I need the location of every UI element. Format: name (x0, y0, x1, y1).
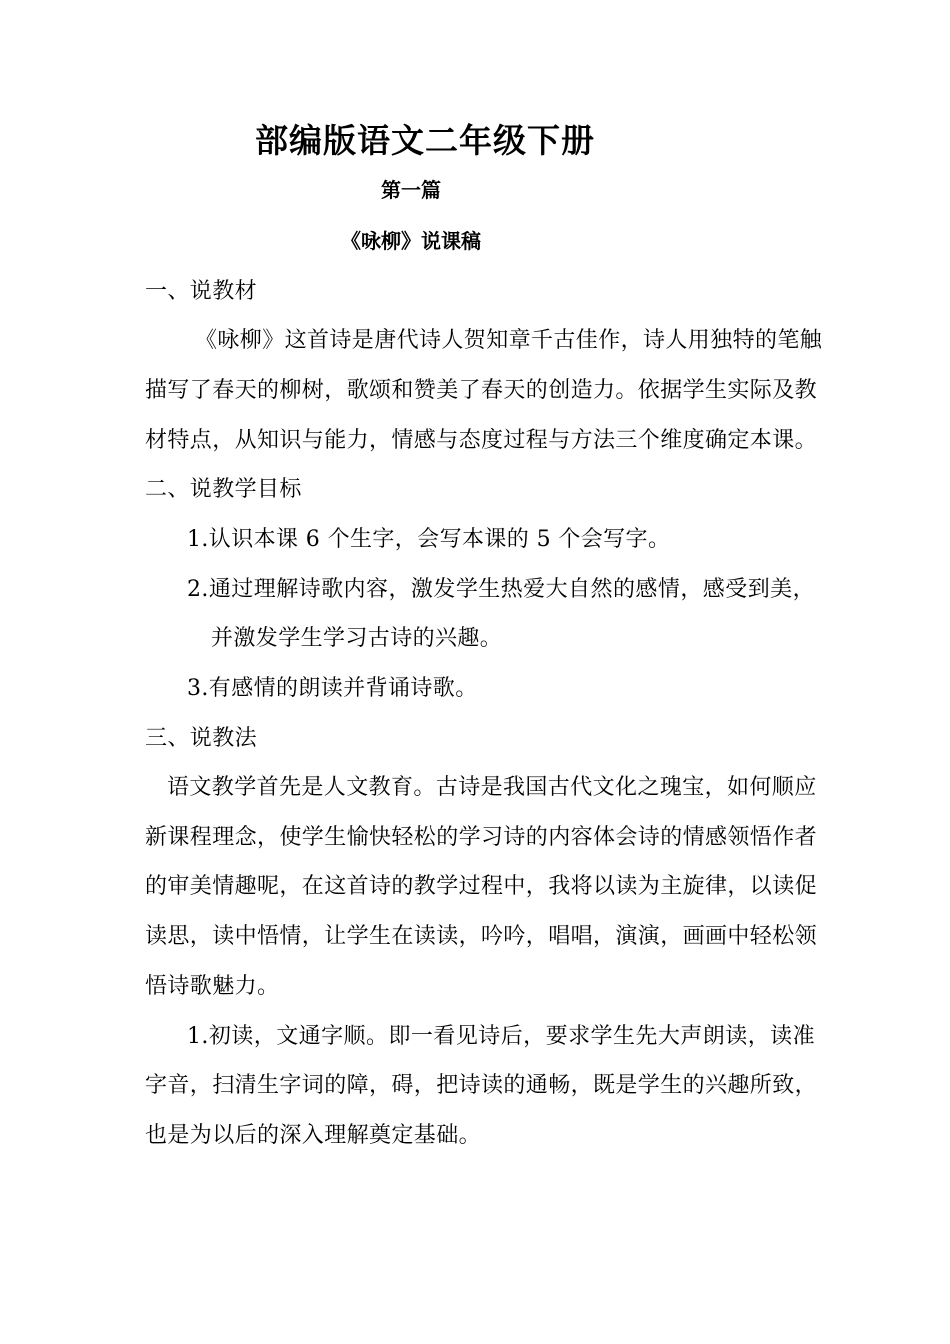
objective-item: 3.有感情的朗读并背诵诗歌。 (187, 676, 478, 701)
paragraph-line: 《咏柳》这首诗是唐代诗人贺知章千古佳作，诗人用独特的笔触 (195, 328, 823, 353)
paragraph-line: 描写了春天的柳树，歌颂和赞美了春天的创造力。依据学生实际及教 (145, 378, 818, 403)
paragraph-line: 材特点，从知识与能力，情感与态度过程与方法三个维度确定本课。 (145, 428, 818, 453)
paragraph-line: 语文教学首先是人文教育。古诗是我国古代文化之瑰宝，如何顺应 (167, 775, 817, 800)
objective-item-continuation: 并激发学生学习古诗的兴趣。 (211, 626, 503, 651)
document-subtitle: 第一篇 (381, 178, 441, 202)
method-item: 1.初读，文通字顺。即一看见诗后，要求学生先大声朗读，读准 (187, 1024, 815, 1049)
paragraph-line: 也是为以后的深入理解奠定基础。 (145, 1123, 482, 1148)
paragraph-line: 悟诗歌魅力。 (145, 974, 280, 999)
lesson-title: 《咏柳》说课稿 (341, 229, 481, 253)
section-heading-methods: 三、说教法 (145, 726, 258, 751)
document-title: 部编版语文二年级下册 (255, 121, 595, 160)
section-heading-objectives: 二、说教学目标 (145, 477, 302, 502)
objective-item: 1.认识本课 6 个生字，会写本课的 5 个会写字。 (187, 527, 671, 552)
paragraph-line: 的审美情趣呢，在这首诗的教学过程中，我将以读为主旋律，以读促 (145, 874, 818, 899)
section-heading-materials: 一、说教材 (145, 279, 258, 304)
paragraph-line: 字音，扫清生字词的障，碍，把诗读的通畅，既是学生的兴趣所致， (145, 1073, 818, 1098)
paragraph-line: 读思，读中悟情，让学生在读读，吟吟，唱唱，演演，画画中轻松领 (145, 924, 818, 949)
paragraph-line: 新课程理念，使学生愉快轻松的学习诗的内容体会诗的情感领悟作者 (145, 825, 818, 850)
objective-item: 2.通过理解诗歌内容，激发学生热爱大自然的感情，感受到美， (187, 577, 815, 602)
